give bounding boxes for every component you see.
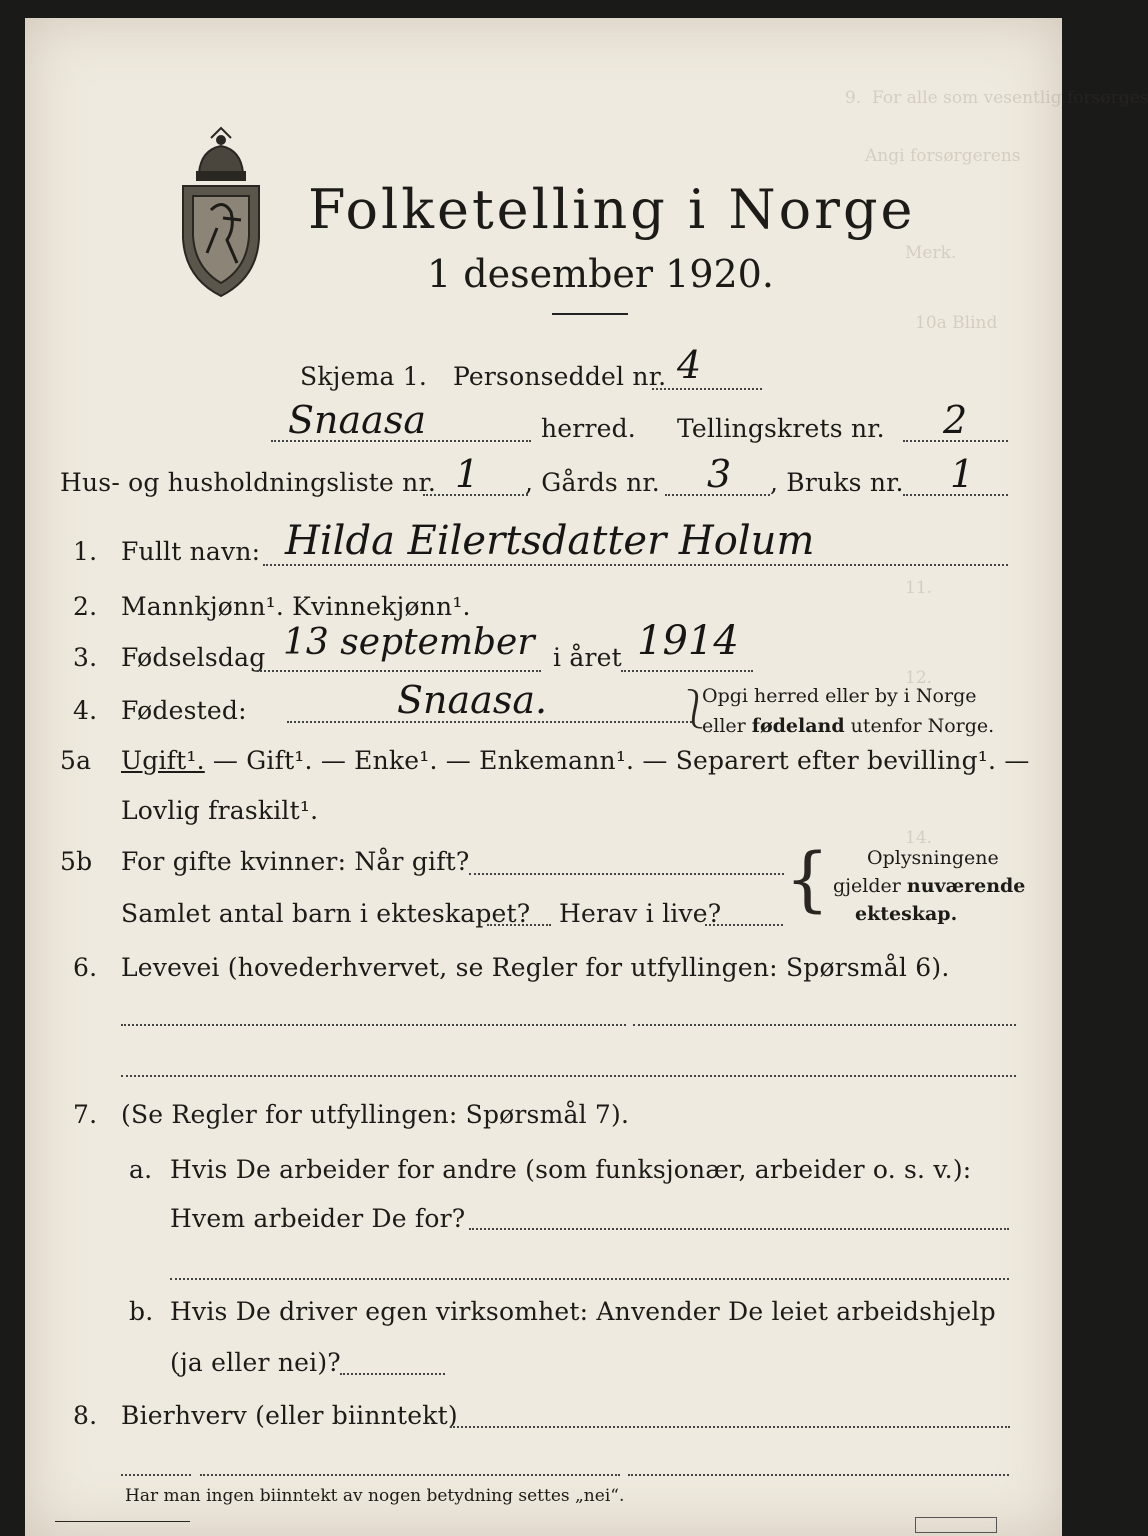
q5b-note-line1: Oplysningene — [867, 847, 999, 869]
bruks-number: 1 — [950, 452, 975, 496]
personseddel-label: Personseddel nr. — [453, 362, 667, 391]
q6-number: 6. — [73, 953, 98, 982]
q4-number: 4. — [73, 696, 98, 725]
q3-year-label: i året — [553, 643, 622, 672]
q3-year-field-line — [621, 670, 753, 672]
printer-mark — [915, 1517, 997, 1533]
personseddel-field-line — [652, 388, 762, 390]
q7a-field-line-1 — [469, 1228, 1009, 1230]
q5b-married-field-line — [469, 873, 784, 875]
norwegian-coat-of-arms-icon — [171, 128, 271, 298]
q8-label: Bierhverv (eller biinntekt) — [121, 1401, 458, 1430]
q7b-sub-label: (ja eller nei)? — [170, 1348, 341, 1377]
q2-label: Mannkjønn¹. Kvinnekjønn¹. — [121, 592, 471, 621]
q8-field-line-2a — [121, 1474, 191, 1476]
bleed-through-text: 12. — [905, 668, 933, 688]
q4-note-line1: Opgi herred eller by i Norge — [702, 685, 977, 707]
q7a-field-line-2 — [170, 1278, 1009, 1280]
q8-field-line-2b — [200, 1474, 620, 1476]
q8-field-line-1 — [450, 1426, 1010, 1428]
bleed-through-text: Angi forsørgerens — [865, 146, 1021, 166]
bruks-label: , Bruks nr. — [770, 468, 904, 497]
title-divider — [552, 313, 628, 315]
q1-number: 1. — [73, 537, 98, 566]
q5b-note-line3: ekteskap. — [855, 903, 958, 925]
q1-label: Fullt navn: — [121, 537, 261, 566]
bleed-through-text: 11. — [905, 578, 933, 598]
herred-field-line — [271, 440, 531, 442]
tellingskrets-label: Tellingskrets nr. — [677, 414, 885, 443]
q3-number: 3. — [73, 643, 98, 672]
form-title: Folketelling i Norge — [308, 178, 916, 241]
q5b-children-field-line — [487, 924, 551, 926]
birthday-value: 13 september — [283, 622, 535, 663]
birth-year-value: 1914 — [637, 618, 739, 664]
census-form-page — [25, 18, 1148, 1536]
personseddel-number: 4 — [677, 343, 702, 387]
herred-label: herred. — [541, 414, 636, 443]
q5a-label: Ugift¹. — Gift¹. — Enke¹. — Enkemann¹. — Separert efter bevilling¹. — — [121, 746, 1030, 775]
q2-number: 2. — [73, 592, 98, 621]
q8-field-line-2c — [628, 1474, 1009, 1476]
bleed-through-text: 10a Blind — [915, 313, 998, 333]
q5b-note-line2: gjelder nuværende — [833, 875, 1026, 897]
q7b-field-line — [340, 1373, 445, 1375]
q5b-number: 5b — [60, 847, 93, 876]
q5b-label-married: For gifte kvinner: Når gift? — [121, 847, 470, 876]
q7a-letter: a. — [129, 1155, 153, 1184]
q6-field-line-2 — [121, 1075, 1016, 1077]
footnote-rule — [55, 1521, 190, 1522]
q5b-alive-field-line — [705, 924, 783, 926]
q3-label: Fødselsdag — [121, 643, 266, 672]
q6-field-line-1a — [121, 1024, 626, 1026]
q3-field-line — [257, 670, 541, 672]
q5b-brace: { — [785, 838, 830, 920]
q1-field-line — [263, 564, 1008, 566]
q4-label: Fødested: — [121, 696, 247, 725]
skjema-label: Skjema 1. — [300, 362, 428, 391]
birthplace-value: Snaasa. — [397, 678, 548, 722]
footnote: Har man ingen biinntekt av nogen betydning settes „nei“. — [125, 1486, 625, 1506]
q6-field-line-1b — [633, 1024, 1016, 1026]
q5a-line2: Lovlig fraskilt¹. — [121, 796, 319, 825]
q7a-sub-label: Hvem arbeider De for? — [170, 1204, 466, 1233]
ugift-underlined: Ugift¹. — [121, 746, 205, 775]
hus-label: Hus- og husholdningsliste nr. — [60, 468, 437, 497]
q4-brace: ⎱ — [676, 687, 715, 731]
gards-label: , Gårds nr. — [525, 468, 660, 497]
gards-number: 3 — [707, 452, 732, 496]
q7b-label: Hvis De driver egen virksomhet: Anvender De leiet arbeidshjelp — [170, 1297, 996, 1326]
census-date: 1 desember 1920. — [427, 252, 774, 296]
q4-note-line2: eller fødeland utenfor Norge. — [702, 715, 995, 737]
q5a-number: 5a — [60, 746, 92, 775]
herred-value: Snaasa — [288, 398, 426, 442]
q5b-label-alive: Herav i live? — [559, 899, 722, 928]
bleed-through-text: 14. — [905, 828, 933, 848]
bleed-through-text: Merk. — [905, 243, 957, 263]
q7-label: (Se Regler for utfyllingen: Spørsmål 7). — [121, 1100, 630, 1129]
q6-label: Levevei (hovederhvervet, se Regler for utfyllingen: Spørsmål 6). — [121, 953, 950, 982]
bleed-through-text: 9. For alle som vesentlig forsørges — [845, 88, 1148, 108]
q5b-label-children: Samlet antal barn i ekteskapet? — [121, 899, 531, 928]
q8-number: 8. — [73, 1401, 98, 1430]
q7a-label: Hvis De arbeider for andre (som funksjonær, arbeider o. s. v.): — [170, 1155, 972, 1184]
tellingskrets-number: 2 — [943, 398, 968, 442]
q7-number: 7. — [73, 1100, 98, 1129]
full-name-value: Hilda Eilertsdatter Holum — [285, 518, 815, 564]
q7b-letter: b. — [129, 1297, 154, 1326]
hus-number: 1 — [455, 452, 480, 496]
